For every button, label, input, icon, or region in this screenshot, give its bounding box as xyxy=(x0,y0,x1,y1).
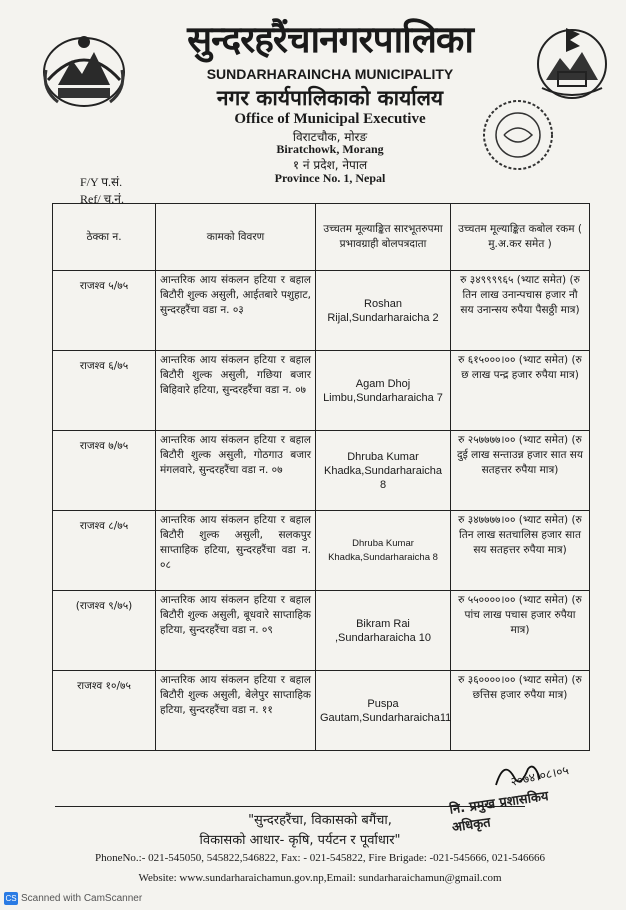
bid-amount: रु ३४९९९९६५ (भ्याट समेत) (रु तिन लाख उनान्पचास हजार नौ सय उनान्सय रुपैया पैसठ्ठी मात्र) xyxy=(451,271,590,351)
contract-number: राजश्व ६/७५ xyxy=(53,351,156,431)
address-english: Biratchowk, Morang xyxy=(276,142,384,156)
bidder-name: Roshan Rijal,Sundarharaicha 2 xyxy=(316,271,451,351)
contract-number: (राजश्व ९/७५) xyxy=(53,591,156,671)
slogan-line-1: "सुन्दरहरैंचा, विकासको बगैंचा, xyxy=(248,813,392,828)
table-row xyxy=(53,351,590,431)
bid-amount: रु ३४७७७७।०० (भ्याट समेत) (रु तिन लाख सतचालिस हजार सात सय सतहत्तर रुपैया मात्र) xyxy=(451,511,590,591)
bidder-name: Puspa Gautam,Sundarharaicha11 xyxy=(316,671,451,751)
municipality-logo-icon xyxy=(530,22,614,102)
work-description: आन्तरिक आय संकलन हटिया र बहाल बिटौरी शुल्क असुली, बूधवारे साप्ताहिक हटिया, सुन्दरहरैंचा वडा न. ०९ xyxy=(156,591,316,671)
reference-label: Ref/ च.नं. xyxy=(80,192,124,206)
table-row xyxy=(53,671,590,751)
slogan-line-2: विकासको आधार- कृषि, पर्यटन र पूर्वाधार" xyxy=(199,833,401,848)
work-description: आन्तरिक आय संकलन हटिया र बहाल बिटौरी शुल्क असुली, बेलेपुर साप्ताहिक हटिया, सुन्दरहरैंचा वडा न. ११ xyxy=(156,671,316,751)
phone-numbers: PhoneNo.:- 021-545050, 545822,546822, Fax: - 021-545822, Fire Brigade: -021-545666, 021-546666 xyxy=(94,852,546,864)
table-row xyxy=(53,511,590,591)
header-bid-amount: उच्चतम मूल्याङ्कित कबोल रकम ( मु.अ.कर समेत ) xyxy=(451,204,590,271)
bidder-name: Bikram Rai ,Sundarharaicha 10 xyxy=(316,591,451,671)
bidder-name: Dhruba Kumar Khadka,Sundarharaicha 8 xyxy=(316,431,451,511)
province-english: Province No. 1, Nepal xyxy=(274,171,386,185)
bid-amount: रु ५५००००।०० (भ्याट समेत) (रु पांच लाख पचास हजार रुपैया मात्र) xyxy=(451,591,590,671)
table-row xyxy=(53,271,590,351)
signature-date: २०७४।०८।०५ xyxy=(509,763,570,789)
bid-amount: रु ३६००००।०० (भ्याट समेत) (रु छत्तिस हजार रुपैया मात्र) xyxy=(451,671,590,751)
municipality-title-nepali: सुन्दरहरैंचानगरपालिका xyxy=(187,18,473,61)
footer-divider xyxy=(55,806,525,807)
camscanner-icon: CS xyxy=(5,894,17,903)
nepal-emblem-icon xyxy=(38,30,130,110)
table-header-row xyxy=(53,204,590,271)
fiscal-year-label: F/Y प.सं. xyxy=(80,175,123,189)
scanner-watermark xyxy=(4,892,142,905)
bid-amount: रु २५७७७७।०० (भ्याट समेत) (रु दुई लाख सन्ताउन्न हजार सात सय सतहत्तर रुपैया मात्र) xyxy=(451,431,590,511)
work-description: आन्तरिक आय संकलन हटिया र बहाल बिटौरी शुल्क असुली, गछिया बजार बिहिवारे हटिया, सुन्दरहरैंचा वडा न. ०७ xyxy=(156,351,316,431)
round-stamp-icon xyxy=(478,95,558,175)
work-description: आन्तरिक आय संकलन हटिया र बहाल बिटौरी शुल्क असुली, गोठगाउ बजार मंगलवारे, सुन्दरहरैंचा वडा न. ०७ xyxy=(156,431,316,511)
header-contract-no: ठेक्का न. xyxy=(53,204,156,271)
province-nepali: १ नं प्रदेश, नेपाल xyxy=(292,158,368,172)
office-title-english: Office of Municipal Executive xyxy=(234,111,426,127)
municipality-title-english: SUNDARHARAINCHA MUNICIPALITY xyxy=(206,66,454,82)
contract-number: राजश्व १०/७५ xyxy=(53,671,156,751)
work-description: आन्तरिक आय संकलन हटिया र बहाल बिटौरी शुल्क असुली, आईतबारे पशुहाट, सुन्दरहरैंचा वडा न. ०३ xyxy=(156,271,316,351)
office-title-nepali: नगर कार्यपालिकाको कार्यालय xyxy=(216,86,444,110)
contract-number: राजश्व ८/७५ xyxy=(53,511,156,591)
table-row xyxy=(53,431,590,511)
contract-number: राजश्व ७/७५ xyxy=(53,431,156,511)
address-nepali: विराटचौक, मोरङ xyxy=(292,130,368,144)
signatory-stamp: नि. प्रमुख प्रशासकिय अधिकृत xyxy=(448,789,550,836)
scanner-text: Scanned with CamScanner xyxy=(21,893,143,905)
header-work-description: कामको विवरण xyxy=(156,204,316,271)
bidder-name: Agam Dhoj Limbu,Sundarharaicha 7 xyxy=(316,351,451,431)
table-row xyxy=(53,591,590,671)
header-bidder: उच्चतम मूल्याङ्कित सारभूतरुपमा प्रभावग्राही बोलपत्रदाता xyxy=(316,204,451,271)
bidder-name: Dhruba Kumar Khadka,Sundarharaicha 8 xyxy=(316,511,451,591)
work-description: आन्तरिक आय संकलन हटिया र बहाल बिटौरी शुल्क असुली, सलकपुर साप्ताहिक हटिया, सुन्दरहरैंचा वडा न. ०८ xyxy=(156,511,316,591)
website-email: Website: www.sundarharaichamun.gov.np,Email: sundarharaichamun@gmail.com xyxy=(138,872,502,884)
contract-number: राजश्व ५/७५ xyxy=(53,271,156,351)
contract-table xyxy=(52,203,590,751)
bid-amount: रु ६१५०००।०० (भ्याट समेत) (रु छ लाख पन्द्र हजार रुपैया मात्र) xyxy=(451,351,590,431)
